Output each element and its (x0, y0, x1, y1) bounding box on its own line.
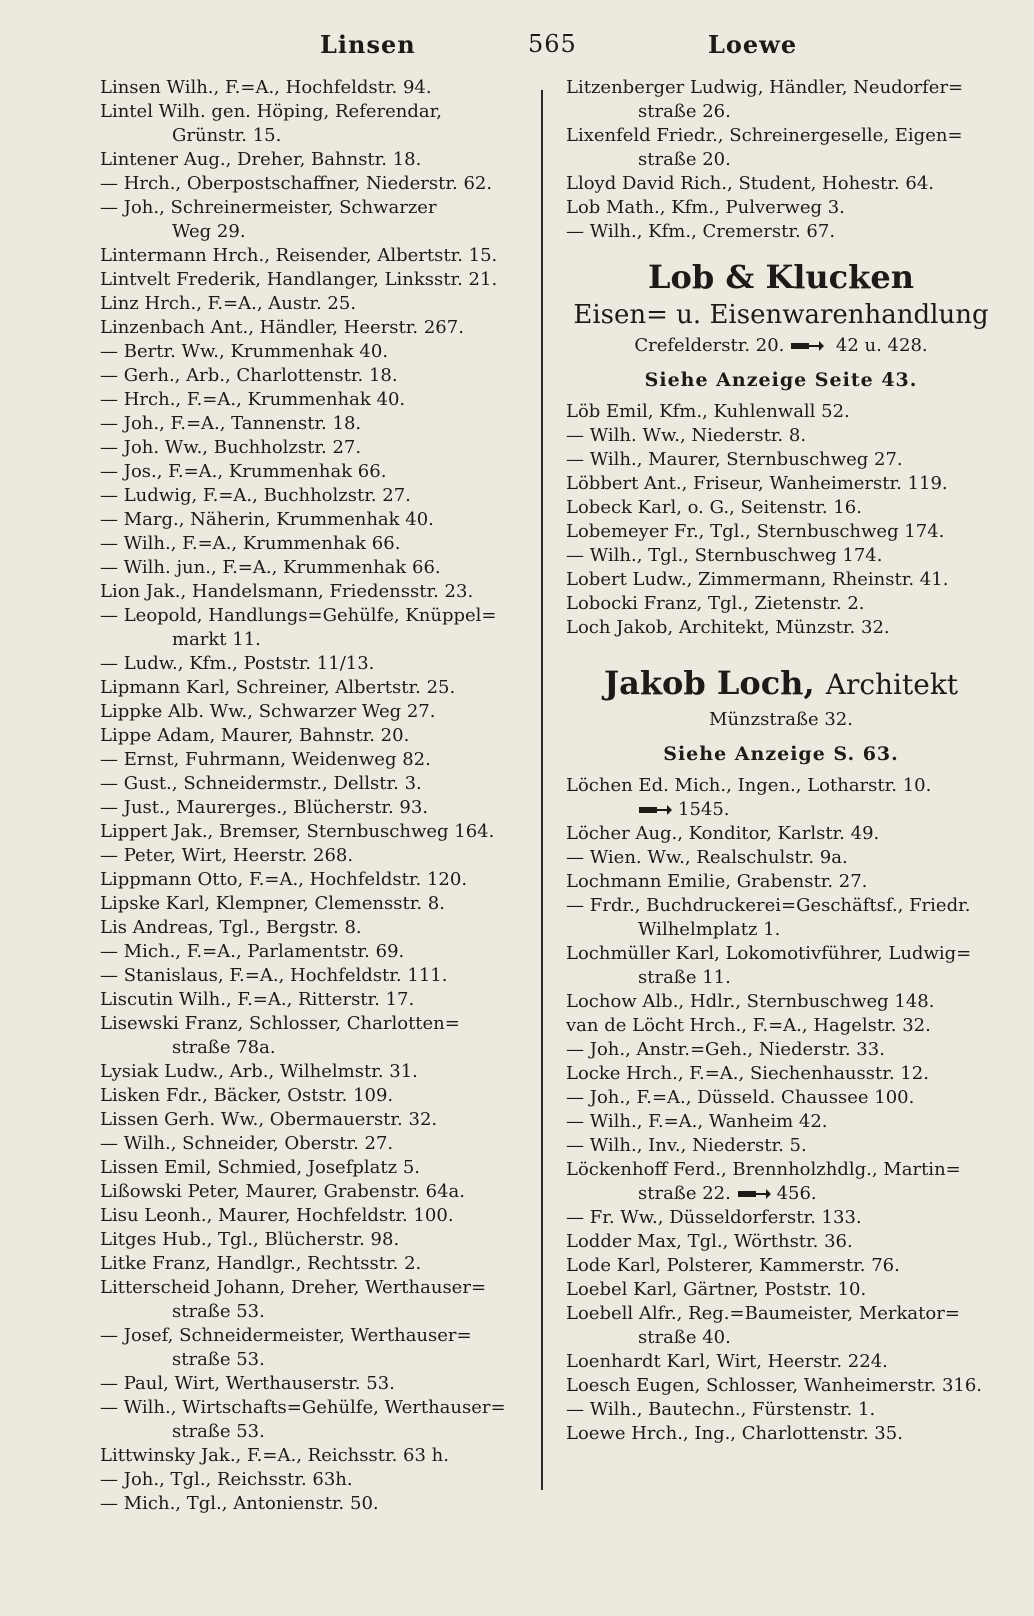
entry-text: Lobemeyer Fr., Tgl., Sternbuschweg 174. (566, 521, 945, 542)
directory-entry (566, 942, 996, 990)
entry-continuation-text: straße 53. (172, 1349, 265, 1370)
directory-entry (566, 1134, 996, 1158)
entry-continuation-text: straße 20. (638, 149, 731, 170)
entry-text: Lisken Fdr., Bäcker, Oststr. 109. (100, 1085, 394, 1106)
entry-text: Loch Jakob, Architekt, Münzstr. 32. (566, 617, 890, 638)
directory-entry (100, 748, 530, 772)
directory-entry (100, 1228, 530, 1252)
entry-text: Liscutin Wilh., F.=A., Ritterstr. 17. (100, 989, 415, 1010)
entry-continuation (566, 148, 996, 172)
entry-text: — Wilh., F.=A., Krummenhak 66. (100, 533, 401, 554)
directory-entry (100, 316, 530, 340)
entry-text: — Wilh., Inv., Niederstr. 5. (566, 1135, 807, 1156)
entry-text: Lisu Leonh., Maurer, Hochfeldstr. 100. (100, 1205, 454, 1226)
directory-entry (100, 100, 530, 148)
entry-text: Lysiak Ludw., Arb., Wilhelmstr. 31. (100, 1061, 418, 1082)
ad-see-reference: Siehe Anzeige Seite 43. (644, 369, 918, 391)
ad-address-line (566, 332, 996, 360)
telephone-icon (638, 804, 672, 816)
ad-business-type: Eisen= u. Eisenwarenhandlung (573, 300, 989, 330)
entry-text: — Fr. Ww., Düsseldorferstr. 133. (566, 1207, 862, 1228)
entry-continuation-text: markt 11. (172, 629, 261, 650)
ad-address: Crefelderstr. 20. (634, 335, 785, 356)
entry-continuation-text: straße 22. (638, 1183, 731, 1204)
directory-entry (100, 1084, 530, 1108)
entry-text: Lobeck Karl, o. G., Seitenstr. 16. (566, 497, 862, 518)
directory-entry (100, 292, 530, 316)
right-column (566, 76, 996, 1446)
directory-entry (566, 1158, 996, 1206)
directory-entry (100, 556, 530, 580)
directory-entry (100, 1012, 530, 1060)
entry-continuation (566, 1326, 996, 1350)
entry-continuation (566, 918, 996, 942)
directory-entry (566, 1302, 996, 1350)
directory-entry (100, 1492, 530, 1516)
entry-text: Lixenfeld Friedr., Schreinergeselle, Eigen= (566, 125, 963, 146)
entry-text: — Ludwig, F.=A., Buchholzstr. 27. (100, 485, 411, 506)
directory-entry (566, 520, 996, 544)
directory-entry (100, 364, 530, 388)
directory-entry (100, 1108, 530, 1132)
entry-continuation-text: straße 26. (638, 101, 731, 122)
entry-phone: 456. (776, 1183, 817, 1204)
ad2-name-line (566, 662, 996, 706)
directory-entry (566, 424, 996, 448)
directory-entry (566, 1110, 996, 1134)
directory-entry (100, 700, 530, 724)
entry-text: — Bertr. Ww., Krummenhak 40. (100, 341, 389, 362)
entry-continuation (100, 628, 530, 652)
directory-entry (566, 870, 996, 894)
directory-entry (100, 844, 530, 868)
directory-entry (566, 448, 996, 472)
entry-text: — Wilh., Bautechn., Fürstenstr. 1. (566, 1399, 876, 1420)
entry-continuation (566, 966, 996, 990)
entry-text: — Wilh., Schneider, Oberstr. 27. (100, 1133, 394, 1154)
directory-entry (566, 1086, 996, 1110)
directory-entry (100, 796, 530, 820)
directory-entry (100, 964, 530, 988)
directory-entry (566, 822, 996, 846)
entry-continuation (566, 100, 996, 124)
entry-text: — Gust., Schneidermstr., Dellstr. 3. (100, 773, 422, 794)
directory-entry (100, 652, 530, 676)
entry-text: — Joh., F.=A., Düsseld. Chaussee 100. (566, 1087, 915, 1108)
entry-text: — Joh. Ww., Buchholzstr. 27. (100, 437, 362, 458)
directory-entry (100, 604, 530, 652)
spacer (566, 244, 996, 256)
entry-text: Lode Karl, Polsterer, Kammerstr. 76. (566, 1255, 900, 1276)
entry-continuation (100, 220, 530, 244)
telephone-icon (790, 340, 824, 352)
entry-text: Lissen Gerh. Ww., Obermauerstr. 32. (100, 1109, 438, 1130)
entry-text: — Joh., F.=A., Tannenstr. 18. (100, 413, 362, 434)
entry-text: Löcher Aug., Konditor, Karlstr. 49. (566, 823, 880, 844)
advertisement-jakob-loch (566, 662, 996, 774)
entry-text: — Just., Maurerges., Blücherstr. 93. (100, 797, 429, 818)
ad-company-name: Lob & Klucken (648, 258, 914, 296)
entry-text: Löb Emil, Kfm., Kuhlenwall 52. (566, 401, 850, 422)
directory-entry (100, 724, 530, 748)
entry-continuation-text: straße 53. (172, 1421, 265, 1442)
directory-entry (566, 1374, 996, 1398)
entry-continuation (100, 1348, 530, 1372)
directory-entry (566, 172, 996, 196)
entry-text: Löbbert Ant., Friseur, Wanheimerstr. 119. (566, 473, 948, 494)
directory-entry (100, 172, 530, 196)
entry-text: Loewe Hrch., Ing., Charlottenstr. 35. (566, 1423, 903, 1444)
entry-text: — Hrch., Oberpostschaffner, Niederstr. 62. (100, 173, 493, 194)
entry-text: — Paul, Wirt, Werthauserstr. 53. (100, 1373, 395, 1394)
entry-text: van de Löcht Hrch., F.=A., Hagelstr. 32. (566, 1015, 931, 1036)
directory-entry (566, 1350, 996, 1374)
entry-continuation (100, 1300, 530, 1324)
directory-entry (100, 508, 530, 532)
entry-text: Lissen Emil, Schmied, Josefplatz 5. (100, 1157, 420, 1178)
entry-text: — Peter, Wirt, Heerstr. 268. (100, 845, 354, 866)
directory-entry (100, 244, 530, 268)
entry-text: Lis Andreas, Tgl., Bergstr. 8. (100, 917, 362, 938)
entry-text: Linsen Wilh., F.=A., Hochfeldstr. 94. (100, 77, 432, 98)
entry-text: Lintvelt Frederik, Handlanger, Linksstr. 21. (100, 269, 498, 290)
directory-entry (566, 1038, 996, 1062)
entry-text: — Jos., F.=A., Krummenhak 66. (100, 461, 387, 482)
ad2-title: Architekt (825, 668, 959, 701)
directory-entry (566, 124, 996, 172)
entry-text: — Wilh., Kfm., Cremerstr. 67. (566, 221, 836, 242)
entry-continuation (100, 1036, 530, 1060)
entry-text: Löchen Ed. Mich., Ingen., Lotharstr. 10. (566, 775, 932, 796)
entry-text: Lipske Karl, Klempner, Clemensstr. 8. (100, 893, 445, 914)
directory-entry (100, 892, 530, 916)
directory-entry (566, 1254, 996, 1278)
entry-continuation-text: Grünstr. 15. (172, 125, 282, 146)
entry-continuation-text: Weg 29. (172, 221, 246, 242)
ad-phone: 42 u. 428. (835, 335, 928, 356)
entry-text: Loebell Alfr., Reg.=Baumeister, Merkator= (566, 1303, 960, 1324)
entry-text: — Marg., Näherin, Krummenhak 40. (100, 509, 434, 530)
advertisement-lob-klucken (566, 256, 996, 400)
entry-text: Litges Hub., Tgl., Blücherstr. 98. (100, 1229, 400, 1250)
entry-text: — Wilh., Tgl., Sternbuschweg 174. (566, 545, 883, 566)
entry-text: — Wilh., Wirtschafts=Gehülfe, Werthauser= (100, 1397, 506, 1418)
directory-entry (100, 1180, 530, 1204)
entry-text: Litzenberger Ludwig, Händler, Neudorfer= (566, 77, 964, 98)
entry-text: — Wilh., F.=A., Wanheim 42. (566, 1111, 828, 1132)
entry-text: — Hrch., F.=A., Krummenhak 40. (100, 389, 406, 410)
directory-entry (100, 412, 530, 436)
entry-text: — Mich., Tgl., Antonienstr. 50. (100, 1493, 379, 1514)
entry-text: Lintermann Hrch., Reisender, Albertstr. 15. (100, 245, 498, 266)
entry-text: Litke Franz, Handlgr., Rechtsstr. 2. (100, 1253, 422, 1274)
directory-entry (100, 868, 530, 892)
entry-text: Littwinsky Jak., F.=A., Reichsstr. 63 h. (100, 1445, 449, 1466)
entry-text: — Wilh., Maurer, Sternbuschweg 27. (566, 449, 903, 470)
entry-text: Lion Jak., Handelsmann, Friedensstr. 23. (100, 581, 474, 602)
entry-text: Lodder Max, Tgl., Wörthstr. 36. (566, 1231, 853, 1252)
entry-text: — Ernst, Fuhrmann, Weidenweg 82. (100, 749, 431, 770)
directory-entry (566, 894, 996, 942)
directory-entry (566, 196, 996, 220)
entry-text: — Mich., F.=A., Parlamentstr. 69. (100, 941, 405, 962)
directory-entry (100, 1156, 530, 1180)
directory-entry (566, 220, 996, 244)
ad2-address: Münzstraße 32. (709, 709, 853, 730)
entry-text: Locke Hrch., F.=A., Siechenhausstr. 12. (566, 1063, 929, 1084)
entry-text: Linz Hrch., F.=A., Austr. 25. (100, 293, 357, 314)
directory-entry (100, 76, 530, 100)
left-column (100, 76, 530, 1516)
entry-text: Lochmüller Karl, Lokomotivführer, Ludwig= (566, 943, 972, 964)
entry-text: — Gerh., Arb., Charlottenstr. 18. (100, 365, 398, 386)
entry-text: Linzenbach Ant., Händler, Heerstr. 267. (100, 317, 464, 338)
entry-text: — Wilh. jun., F.=A., Krummenhak 66. (100, 557, 441, 578)
directory-entry (566, 1014, 996, 1038)
directory-entry (100, 484, 530, 508)
directory-entry (566, 846, 996, 870)
entry-text: — Wien. Ww., Realschulstr. 9a. (566, 847, 848, 868)
entry-phone-line (566, 798, 996, 822)
entry-continuation-text: straße 11. (638, 967, 731, 988)
entry-text: — Frdr., Buchdruckerei=Geschäftsf., Friedr. (566, 895, 971, 916)
directory-entry (566, 592, 996, 616)
entry-continuation-text: straße 53. (172, 1301, 265, 1322)
entry-continuation-text: straße 40. (638, 1327, 731, 1348)
directory-entry (100, 1444, 530, 1468)
running-head-left: Linsen (320, 30, 416, 59)
column-divider (541, 90, 543, 1490)
directory-entry (100, 1324, 530, 1372)
entry-text: Lintener Aug., Dreher, Bahnstr. 18. (100, 149, 422, 170)
directory-entry (100, 772, 530, 796)
entry-text: Lobert Ludw., Zimmermann, Rheinstr. 41. (566, 569, 949, 590)
entry-text: Lisewski Franz, Schlosser, Charlotten= (100, 1013, 460, 1034)
directory-entry (100, 676, 530, 700)
entry-text: Lißowski Peter, Maurer, Grabenstr. 64a. (100, 1181, 465, 1202)
directory-entry (566, 472, 996, 496)
telephone-icon (737, 1188, 771, 1200)
entry-continuation (100, 124, 530, 148)
entry-text: Lintel Wilh. gen. Höping, Referendar, (100, 101, 442, 122)
directory-entry (100, 1372, 530, 1396)
directory-entry (100, 1132, 530, 1156)
entry-text: — Joh., Schreinermeister, Schwarzer (100, 197, 437, 218)
entry-text: Lipmann Karl, Schreiner, Albertstr. 25. (100, 677, 456, 698)
directory-entry (100, 820, 530, 844)
directory-entry (100, 436, 530, 460)
entry-text: Loenhardt Karl, Wirt, Heerstr. 224. (566, 1351, 888, 1372)
directory-entry (100, 916, 530, 940)
directory-entry (566, 990, 996, 1014)
directory-entry (100, 1060, 530, 1084)
entry-continuation (100, 1420, 530, 1444)
directory-entry (566, 496, 996, 520)
entry-text: — Stanislaus, F.=A., Hochfeldstr. 111. (100, 965, 448, 986)
directory-entry (566, 1422, 996, 1446)
entry-text: — Leopold, Handlungs=Gehülfe, Knüppel= (100, 605, 497, 626)
running-head-right: Loewe (708, 30, 798, 59)
directory-entry (100, 1204, 530, 1228)
directory-entry (100, 1396, 530, 1444)
directory-entry (566, 400, 996, 424)
directory-entry (100, 532, 530, 556)
directory-entry (100, 340, 530, 364)
directory-entry (100, 580, 530, 604)
entry-text: Lochmann Emilie, Grabenstr. 27. (566, 871, 868, 892)
directory-entry (566, 568, 996, 592)
directory-entry (566, 1230, 996, 1254)
directory-entry (566, 76, 996, 124)
ad2-name: Jakob Loch, (603, 664, 815, 702)
entry-phone: 1545. (678, 799, 730, 820)
directory-entry (566, 616, 996, 640)
directory-entry (100, 460, 530, 484)
entry-text: Loesch Eugen, Schlosser, Wanheimerstr. 316. (566, 1375, 983, 1396)
directory-entry (566, 774, 996, 822)
entry-text: — Wilh. Ww., Niederstr. 8. (566, 425, 807, 446)
ad2-see-reference: Siehe Anzeige S. 63. (663, 743, 899, 765)
entry-continuation-text: straße 78a. (172, 1037, 276, 1058)
entry-text: Löckenhoff Ferd., Brennholzhdlg., Martin= (566, 1159, 961, 1180)
directory-entry (566, 1062, 996, 1086)
directory-entry (100, 1468, 530, 1492)
directory-entry (100, 388, 530, 412)
entry-text: Lippe Adam, Maurer, Bahnstr. 20. (100, 725, 410, 746)
entry-text: Lob Math., Kfm., Pulverweg 3. (566, 197, 845, 218)
directory-entry (566, 1278, 996, 1302)
entry-text: Lippert Jak., Bremser, Sternbuschweg 164. (100, 821, 495, 842)
directory-entry (100, 940, 530, 964)
entry-text: — Josef, Schneidermeister, Werthauser= (100, 1325, 472, 1346)
page-number: 565 (528, 30, 577, 58)
entry-text: Litterscheid Johann, Dreher, Werthauser= (100, 1277, 487, 1298)
entry-text: — Ludw., Kfm., Poststr. 11/13. (100, 653, 375, 674)
directory-entry (566, 544, 996, 568)
entry-text: Lobocki Franz, Tgl., Zietenstr. 2. (566, 593, 865, 614)
spacer (566, 640, 996, 662)
entry-text: Loebel Karl, Gärtner, Poststr. 10. (566, 1279, 867, 1300)
directory-entry (100, 268, 530, 292)
directory-entry (566, 1206, 996, 1230)
entry-text: Lippmann Otto, F.=A., Hochfeldstr. 120. (100, 869, 468, 890)
entry-text: — Joh., Tgl., Reichsstr. 63h. (100, 1469, 353, 1490)
directory-entry (100, 148, 530, 172)
directory-entry (566, 1398, 996, 1422)
directory-entry (100, 988, 530, 1012)
entry-text: — Joh., Anstr.=Geh., Niederstr. 33. (566, 1039, 885, 1060)
entry-text: Lippke Alb. Ww., Schwarzer Weg 27. (100, 701, 436, 722)
entry-text: Lochow Alb., Hdlr., Sternbuschweg 148. (566, 991, 935, 1012)
entry-text: Lloyd David Rich., Student, Hohestr. 64. (566, 173, 934, 194)
entry-continuation-text: Wilhelmplatz 1. (638, 919, 781, 940)
directory-entry (100, 1252, 530, 1276)
directory-entry (100, 196, 530, 244)
entry-continuation (566, 1182, 996, 1206)
directory-entry (100, 1276, 530, 1324)
